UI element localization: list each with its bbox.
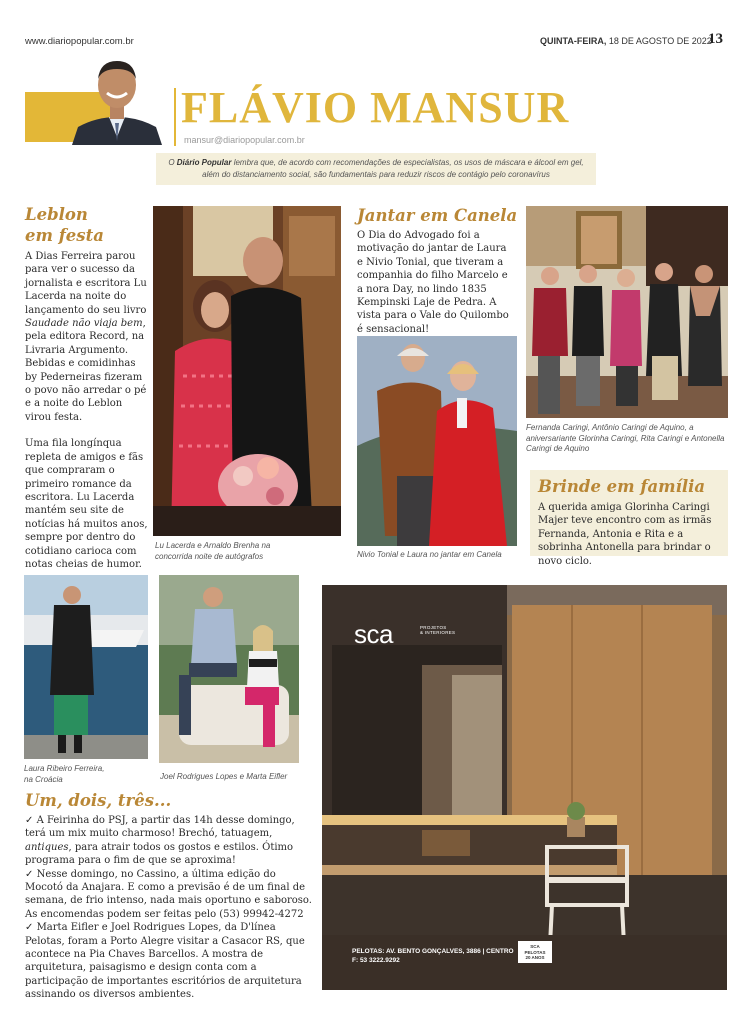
leblon-photo-caption: Lu Lacerda e Arnaldo Brenha na concorrida noite de autógrafos [155,541,271,561]
dateline [540,36,712,46]
sca-logo: sca [354,619,393,649]
leblon-title: Leblon em festa [25,205,104,245]
check-icon: ✓ [25,868,34,880]
joel-photo [159,575,299,763]
um-dois-title: Um, dois, três... [25,791,172,810]
health-notice: O Diário Popular lembra que, de acordo com recomendações de especialistas, os usos de máscara e álcool em gel, além do distanciamento social, são fundamentais para reduzir riscos de contágio pelo coronavírus [156,153,596,185]
page-number: 13 [708,31,723,47]
notice-brand: Diário Popular [176,158,232,167]
canela-photo-caption: Nivio Tonial e Laura no jantar em Canela [357,550,502,559]
um-dois-item-2: ✓ Nesse domingo, no Cassino, a última edição do Mocotó da Anajara. E como a previsão é de um final de semana, de frio intenso, nada mais oportuno e saboroso. As encomendas podem ser feitas pelo (53) 99942-4272 [25,868,312,920]
check-icon: ✓ [25,815,34,826]
weekday: QUINTA-FEIRA, [540,36,607,46]
anniversary-badge: SCA PELOTAS 20 ANOS [518,941,552,963]
canela-article: O Dia do Advogado foi a motivação do jantar de Laura e Nivio Tonial, que tiveram a companhia do filho Marcelo e a nora Day, no lindo 1835 Kempinski Laje de Pedra. A vista para o Vale do Quilombo é sensacional! [357,230,509,335]
um-dois-item-3: ✓ Marta Eifler e Joel Rodrigues Lopes, da D'línea Pelotas, foram a Porto Alegre visitar a Casacor RS, que acontece na Pia Chaves Barcellos. A mostra de arquitetura, paisagismo e design conta com a participação de importantes escritórios de arquitetura assinando os diversos ambientes. [25,922,305,1001]
sca-advertisement[interactable] [322,585,727,990]
check-icon: ✓ [25,922,34,934]
book-title: Saudade não viaja bem [25,318,143,330]
canela-photo [357,336,517,546]
brinde-box [530,470,728,567]
um-dois-item-1: ✓ A Feirinha do PSJ, a partir das 14h desse domingo, terá um mix muito charmoso! Brechó, tatuagem, antiques, para atrair todos os gostos e estilos. Ótimo programa para o fim de que se aproxima! [25,815,295,867]
joel-photo-caption: Joel Rodrigues Lopes e Marta Eifler [160,772,288,781]
canela-title: Jantar em Canela [357,206,518,225]
croacia-photo [24,575,148,759]
brinde-title: Brinde em família [538,477,706,496]
site-url[interactable]: www.diariopopular.com.br [25,36,134,47]
leblon-paragraph-1: A Dias Ferreira parou para ver o sucesso da jornalista e escritora Lu Lacerda na noite do lançamento do seu livro Saudade não viaja bem, pela editora Record, na Livraria Argumento. Bebidas e comidinhas by Pederneiras fizeram o povo não arredar o pé e a noite do Leblon virou festa. [25,251,147,423]
columnist-portrait [66,53,168,145]
header-divider [174,88,176,146]
family-photo-caption: Fernanda Caringi, Antônio Caringi de Aquino, a aniversariante Glorinha Caringi, Rita Caringi e Antonella Caringi de Aquino [526,423,725,453]
sca-logo-subtitle: PROJETOS & INTERIORES [420,625,456,635]
leblon-article [25,250,149,584]
brinde-text: A querida amiga Glorinha Caringi Majer teve encontro com as irmãs Fernanda, Antonia e Rita e a sobrinha Antonella para brindar o novo ciclo. [538,502,712,567]
croacia-photo-caption: Laura Ribeiro Ferreira, na Croácia [24,764,105,784]
ad-address: PELOTAS: AV. BENTO GONÇALVES, 3886 | CENTRO F: 53 3222.9292 [352,948,514,964]
column-title: FLÁVIO MANSUR [181,83,570,132]
date: 18 DE AGOSTO DE 2022 [608,36,712,46]
columnist-email[interactable]: mansur@diariopopular.com.br [184,135,305,145]
leblon-photo [153,206,341,536]
um-dois-article [25,814,315,1002]
leblon-paragraph-2: Uma fila longínqua repleta de amigos e fãs que compraram o primeiro romance da escritora. Lu Lacerda mantém seu site de notícias há muitos anos, sempre por dentro do cotidiano carioca com notas cheias de humor. [25,438,148,570]
family-photo [526,206,728,418]
